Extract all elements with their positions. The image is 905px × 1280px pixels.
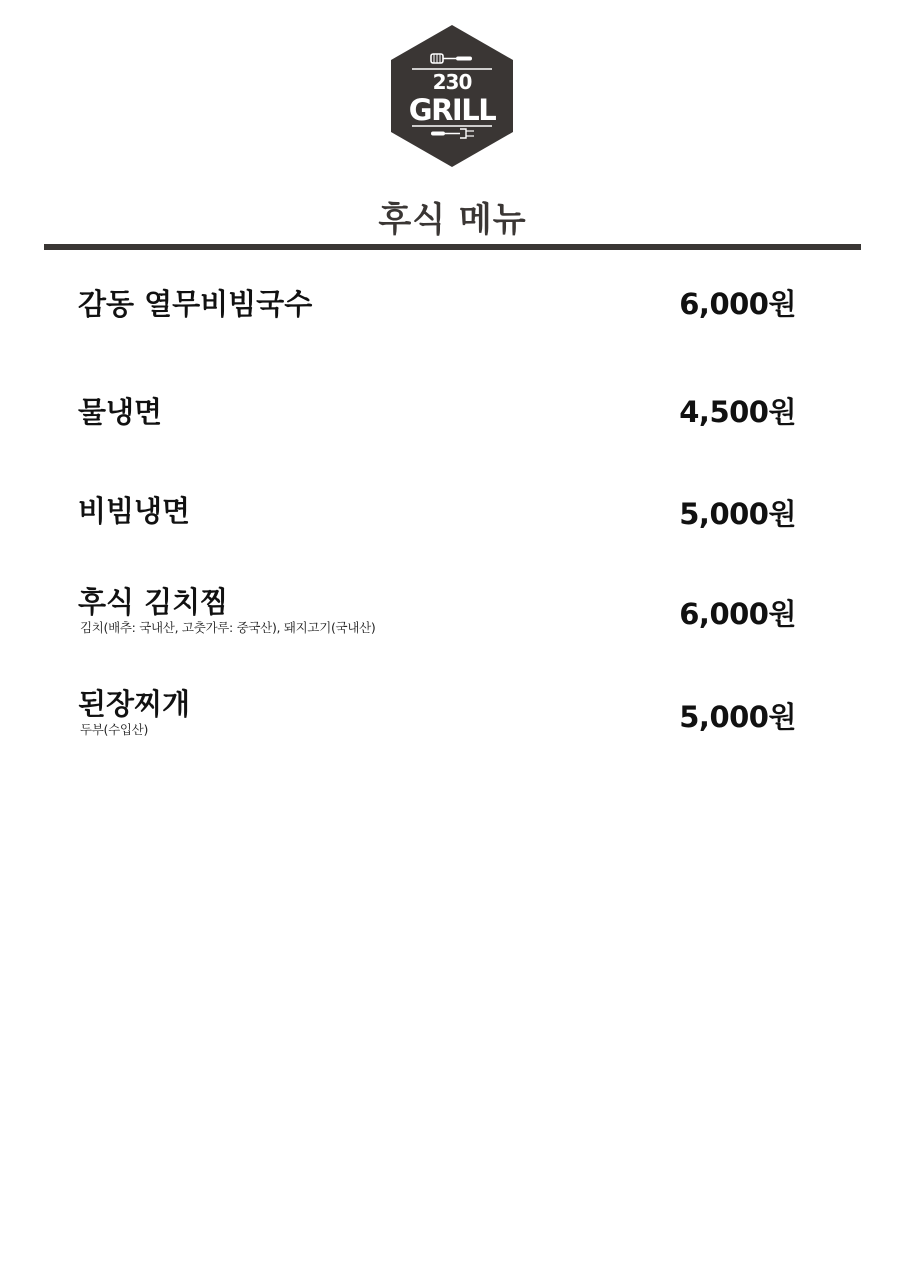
item-name: 후식 김치찜	[78, 585, 229, 619]
title-divider	[44, 244, 861, 250]
item-name: 비빔냉면	[78, 494, 191, 528]
item-price: 5,000원	[679, 700, 796, 734]
logo-badge	[388, 22, 516, 170]
item-name: 물냉면	[78, 395, 163, 429]
item-origin: 두부(수입산)	[80, 722, 149, 737]
logo-number: 230	[432, 70, 472, 94]
page-title: 후식 메뉴	[378, 200, 527, 240]
item-name: 감동 열무비빔국수	[78, 287, 313, 321]
item-name: 된장찌개	[78, 687, 191, 721]
item-price: 6,000원	[679, 597, 796, 631]
item-price: 5,000원	[679, 497, 796, 531]
item-origin: 김치(배추: 국내산, 고춧가루: 중국산), 돼지고기(국내산)	[80, 620, 376, 635]
logo-name: GRILL	[408, 93, 496, 127]
item-price: 6,000원	[679, 287, 796, 321]
logo	[388, 22, 516, 170]
item-price: 4,500원	[679, 395, 796, 429]
